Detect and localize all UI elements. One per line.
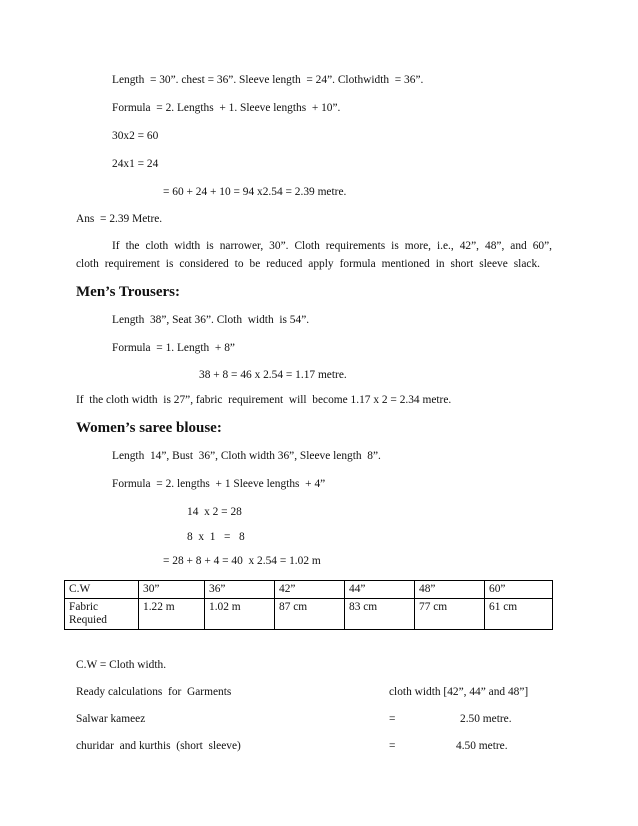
paragraph-line-2: cloth requirement is considered to be reduced apply formula mentioned in short sleeve slack. (76, 258, 540, 270)
row-churidar-value: 4.50 metre. (456, 740, 508, 752)
table-cell: 1.22 m (139, 599, 205, 630)
heading-mens-trousers: Men’s Trousers: (76, 284, 181, 300)
ready-calc-value: cloth width [42”, 44” and 48”] (389, 686, 529, 698)
row-churidar-item: churidar and kurthis (short sleeve) (76, 740, 241, 752)
line-formula-1: Formula = 2. Lengths + 1. Sleeve lengths + 10”. (112, 102, 341, 114)
table-cell: 42” (275, 581, 345, 599)
row-salwar-value: 2.50 metre. (460, 713, 512, 725)
table-cell: 83 cm (345, 599, 415, 630)
line-length-chest: Length = 30”. chest = 36”. Sleeve length = 24”. Clothwidth = 36”. (112, 74, 424, 86)
row-salwar-eq: = (389, 713, 396, 725)
line-cw-note: C.W = Cloth width. (76, 659, 167, 671)
table-cell: 87 cm (275, 599, 345, 630)
table-cell: 60” (485, 581, 553, 599)
line-trousers-calc: 38 + 8 = 46 x 2.54 = 1.17 metre. (199, 369, 347, 381)
line-blouse-formula: Formula = 2. lengths + 1 Sleeve lengths + 4” (112, 478, 326, 490)
table-cell: 1.02 m (205, 599, 275, 630)
table-row (65, 599, 553, 630)
ready-calc-label: Ready calculations for Garments (76, 686, 232, 698)
line-blouse-8x1: 8 x 1 = 8 (187, 531, 245, 543)
heading-womens-blouse: Women’s saree blouse: (76, 420, 222, 436)
line-trousers-formula: Formula = 1. Length + 8” (112, 342, 235, 354)
row-salwar-item: Salwar kameez (76, 713, 146, 725)
line-total-1: = 60 + 24 + 10 = 94 x2.54 = 2.39 metre. (163, 186, 347, 198)
line-blouse-length: Length 14”, Bust 36”, Cloth width 36”, Sleeve length 8”. (112, 450, 381, 462)
line-answer: Ans = 2.39 Metre. (76, 213, 163, 225)
line-trousers-27: If the cloth width is 27”, fabric requirement will become 1.17 x 2 = 2.34 metre. (76, 394, 452, 406)
row-churidar-eq: = (389, 740, 396, 752)
line-trousers-length: Length 38”, Seat 36”. Cloth width is 54”. (112, 314, 310, 326)
table-cell: 44” (345, 581, 415, 599)
table-cell: C.W (65, 581, 139, 599)
table-row (65, 581, 553, 599)
table-cell: 61 cm (485, 599, 553, 630)
table-cell: 30” (139, 581, 205, 599)
line-blouse-total: = 28 + 8 + 4 = 40 x 2.54 = 1.02 m (163, 555, 321, 567)
table-cell: 77 cm (415, 599, 485, 630)
line-calc-30x2: 30x2 = 60 (112, 130, 159, 142)
paragraph-line-1: If the cloth width is narrower, 30”. Cloth requirements is more, i.e., 42”, 48”, and 60”, (112, 240, 552, 252)
table-cell: 36” (205, 581, 275, 599)
cloth-width-table (64, 580, 553, 630)
line-blouse-14x2: 14 x 2 = 28 (187, 506, 242, 518)
table-cell: 48” (415, 581, 485, 599)
table-cell: Fabric Requied (65, 599, 139, 630)
line-calc-24x1: 24x1 = 24 (112, 158, 159, 170)
